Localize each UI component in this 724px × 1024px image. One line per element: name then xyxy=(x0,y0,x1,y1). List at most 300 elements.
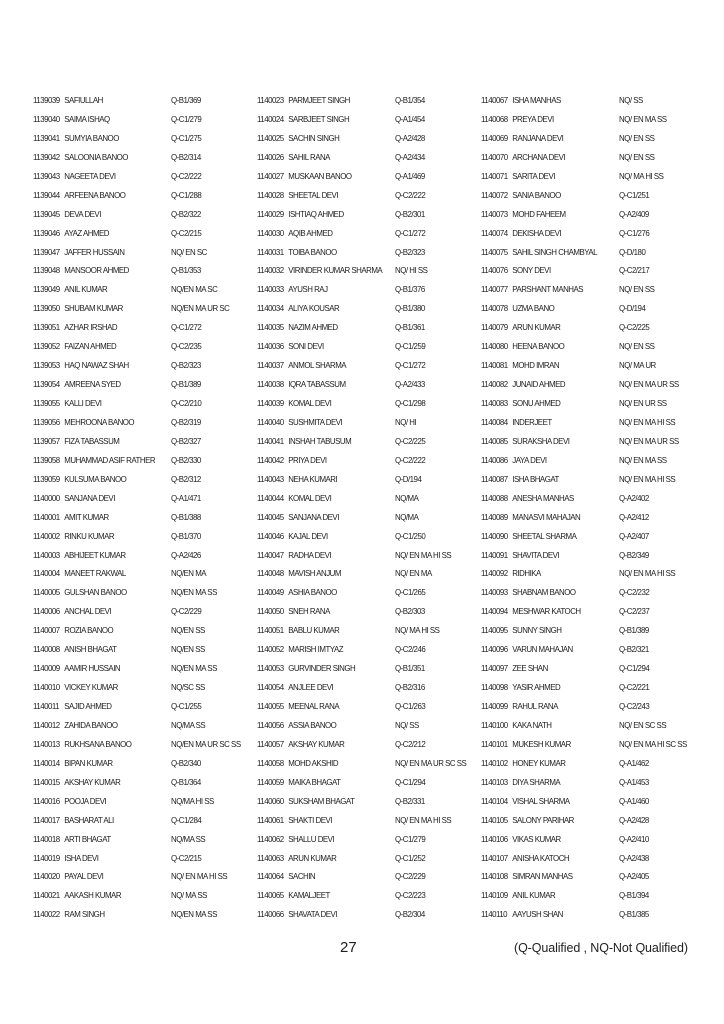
candidate-name: VISHAL SHARMA xyxy=(512,795,570,806)
result-code: Q-C2/246 xyxy=(395,644,426,655)
candidate-name: MANASVI MAHAJAN xyxy=(512,511,581,522)
roll-number: 1139053 xyxy=(33,360,60,371)
result-code: Q-D/180 xyxy=(619,246,646,257)
roll-number: 1140003 xyxy=(33,549,60,560)
roll-number: 1140092 xyxy=(481,568,508,579)
result-code: Q-C2/212 xyxy=(395,738,426,749)
candidate-name: PARMJEET SINGH xyxy=(288,95,350,105)
roll-number: 1139040 xyxy=(33,113,60,124)
result-code: Q-C2/229 xyxy=(395,871,426,882)
result-code: NQ/EN MA xyxy=(171,568,207,579)
candidate-name: MEENAL RANA xyxy=(288,701,340,711)
candidate-name: VICKEY KUMAR xyxy=(64,682,118,693)
candidate-name: SHAVITA DEVI xyxy=(512,549,560,560)
candidate-name: YASIR AHMED xyxy=(512,682,561,693)
candidate-name: KAMALJEET xyxy=(288,890,330,901)
candidate-name: NAGEETA DEVI xyxy=(64,170,116,181)
roll-number: 1140108 xyxy=(481,871,508,882)
result-code: NQ/EN MA SS xyxy=(171,587,217,598)
candidate-name: PAYAL DEVI xyxy=(64,871,104,882)
result-code: Q-C1/272 xyxy=(395,227,426,238)
candidate-name: SARBJEET SINGH xyxy=(288,113,350,124)
candidate-name: SHABNAM BANOO xyxy=(512,587,576,598)
candidate-name: RINKU KUMAR xyxy=(64,530,115,541)
candidate-name: SANJANA DEVI xyxy=(64,492,115,503)
result-code: Q-A1/471 xyxy=(171,492,201,503)
roll-number: 1140046 xyxy=(257,530,284,541)
result-code: Q-A2/405 xyxy=(619,871,649,882)
roll-number: 1140038 xyxy=(257,379,284,390)
result-code: Q-C2/222 xyxy=(395,454,426,465)
roll-number: 1140044 xyxy=(257,492,284,503)
roll-number: 1140103 xyxy=(481,776,508,787)
result-code: NQ/ MA HI SS xyxy=(619,170,664,181)
roll-number: 1139054 xyxy=(33,379,60,390)
roll-number: 1140073 xyxy=(481,208,508,219)
result-code: Q-A2/410 xyxy=(619,833,649,844)
roll-number: 1139045 xyxy=(33,208,60,219)
candidate-name: MEHROONA BANOO xyxy=(64,416,135,427)
result-code: Q-B2/340 xyxy=(171,757,201,768)
candidate-name: SHAKTI DEVI xyxy=(288,814,332,825)
result-code: Q-C1/272 xyxy=(395,360,426,371)
result-code: NQ/ EN SC SS xyxy=(619,719,667,730)
roll-number: 1140014 xyxy=(33,757,60,768)
roll-number: 1140017 xyxy=(33,814,60,825)
result-code: NQ/EN MA SC xyxy=(171,284,218,295)
result-code: Q-C2/210 xyxy=(171,398,202,408)
candidate-name: ARTI BHAGAT xyxy=(64,833,111,844)
result-code: NQ/ EN MA SS xyxy=(619,113,667,124)
roll-number: 1140087 xyxy=(481,473,508,484)
roll-number: 1140029 xyxy=(257,208,284,219)
result-code: NQ/ EN MA xyxy=(395,568,432,579)
candidate-name: JAFFER HUSSAIN xyxy=(64,246,125,257)
candidate-name: NAZIM AHMED xyxy=(288,322,338,333)
result-code: Q-C2/243 xyxy=(619,701,650,711)
result-code: Q-C1/284 xyxy=(171,814,202,825)
result-code: Q-A1/462 xyxy=(619,757,649,768)
candidate-name: DEVA DEVI xyxy=(64,208,101,219)
candidate-name: VIKAS KUMAR xyxy=(512,833,561,844)
roll-number: 1140084 xyxy=(481,416,508,427)
candidate-name: ANMOL SHARMA xyxy=(288,360,347,371)
candidate-name: SHUBAM KUMAR xyxy=(64,303,123,314)
result-code: Q-D/194 xyxy=(619,303,646,314)
result-code: NQ/EN SS xyxy=(171,625,205,636)
candidate-name: AYAZ AHMED xyxy=(64,227,110,238)
candidate-name: ANJLEE DEVI xyxy=(288,682,334,693)
candidate-name: JAYA DEVI xyxy=(512,454,547,465)
result-code: Q-C1/298 xyxy=(395,398,426,408)
roll-number: 1140042 xyxy=(257,454,284,465)
result-code: NQ/EN SS xyxy=(171,644,205,655)
result-code: Q-B1/388 xyxy=(171,511,201,522)
roll-number: 1140054 xyxy=(257,682,284,693)
candidate-name: BIPAN KUMAR xyxy=(64,757,113,768)
candidate-name: MANSOOR AHMED xyxy=(64,265,129,276)
result-code: Q-B1/364 xyxy=(171,776,201,787)
result-code: Q-B2/312 xyxy=(171,473,201,484)
result-code: NQ/ EN MA HI SS xyxy=(395,814,452,825)
roll-number: 1140005 xyxy=(33,587,60,598)
candidate-name: POOJA DEVI xyxy=(64,795,107,806)
candidate-name: PARSHANT MANHAS xyxy=(512,284,584,295)
roll-number: 1140039 xyxy=(257,398,284,408)
roll-number: 1140077 xyxy=(481,284,508,295)
candidate-name: KAJAL DEVI xyxy=(288,530,328,541)
roll-number: 1140078 xyxy=(481,303,508,314)
roll-number: 1140022 xyxy=(33,909,60,920)
candidate-name: AAYUSH SHAN xyxy=(512,909,563,920)
roll-number: 1139047 xyxy=(33,246,60,257)
candidate-name: ZAHIDA BANOO xyxy=(64,719,118,730)
result-code: Q-B1/354 xyxy=(395,95,425,105)
roll-number: 1140023 xyxy=(257,95,284,105)
roll-number: 1140045 xyxy=(257,511,284,522)
result-code: Q-B1/353 xyxy=(171,265,201,276)
result-code: Q-C1/276 xyxy=(619,227,650,238)
result-code: NQ/ EN UR SS xyxy=(619,398,667,408)
candidate-name: MOHD AKSHID xyxy=(288,757,339,768)
roll-number: 1140026 xyxy=(257,151,284,162)
candidate-name: ISHA MANHAS xyxy=(512,95,561,105)
candidate-name: RADHA DEVI xyxy=(288,549,332,560)
candidate-name: ZEE SHAN xyxy=(512,663,548,674)
roll-number: 1140067 xyxy=(481,95,508,105)
roll-number: 1139044 xyxy=(33,189,60,200)
result-code: NQ/ HI SS xyxy=(395,265,428,276)
roll-number: 1140089 xyxy=(481,511,508,522)
result-code: NQ/ MA SS xyxy=(171,890,207,901)
candidate-name: KAKA NATH xyxy=(512,719,552,730)
result-code: NQ/ EN MA HI SS xyxy=(619,568,676,579)
candidate-name: SAIMA ISHAQ xyxy=(64,113,110,124)
roll-number: 1140033 xyxy=(257,284,284,295)
result-code: Q-C1/265 xyxy=(395,587,426,598)
roll-number: 1140041 xyxy=(257,435,284,446)
result-code: NQ/EN MA UR SC xyxy=(171,303,230,314)
roll-number: 1140080 xyxy=(481,341,508,352)
roll-number: 1140060 xyxy=(257,795,284,806)
candidate-name: ANESHA MANHAS xyxy=(512,492,574,503)
result-code: Q-B2/301 xyxy=(395,208,425,219)
candidate-name: AYUSH RAJ xyxy=(288,284,328,295)
result-code: Q-B1/389 xyxy=(619,625,649,636)
result-code: Q-C2/215 xyxy=(171,852,202,863)
result-code: NQ/EN MA SS xyxy=(171,663,217,674)
candidate-name: UZMA BANO xyxy=(512,303,555,314)
result-code: Q-B1/351 xyxy=(395,663,425,674)
candidate-name: SARITA DEVI xyxy=(512,170,555,181)
candidate-name: SONY DEVI xyxy=(512,265,551,276)
candidate-name: SHALLU DEVI xyxy=(288,833,335,844)
candidate-name: SHAVATA DEVI xyxy=(288,909,337,920)
roll-number: 1140079 xyxy=(481,322,508,333)
result-code: Q-B2/322 xyxy=(171,208,201,219)
result-code: NQ/ EN SS xyxy=(619,132,655,143)
candidate-name: FAIZAN AHMED xyxy=(64,341,117,352)
roll-number: 1140093 xyxy=(481,587,508,598)
result-code: Q-B2/349 xyxy=(619,549,649,560)
candidate-name: AQIB AHMED xyxy=(288,227,333,238)
result-code: Q-B2/304 xyxy=(395,909,425,920)
candidate-name: INDERJEET xyxy=(512,416,552,427)
roll-number: 1140074 xyxy=(481,227,508,238)
roll-number: 1140096 xyxy=(481,644,508,655)
candidate-name: ISHA DEVI xyxy=(64,852,99,863)
result-code: Q-B2/303 xyxy=(395,606,425,617)
roll-number: 1140100 xyxy=(481,719,508,730)
result-code: Q-C2/237 xyxy=(619,606,650,617)
roll-number: 1140106 xyxy=(481,833,508,844)
candidate-name: ARUN KUMAR xyxy=(288,852,337,863)
candidate-name: ARFEENA BANOO xyxy=(64,189,126,200)
result-code: Q-B2/327 xyxy=(171,435,201,446)
result-code: Q-A2/428 xyxy=(619,814,649,825)
roll-number: 1140037 xyxy=(257,360,284,371)
roll-number: 1140110 xyxy=(481,909,508,920)
roll-number: 1140049 xyxy=(257,587,284,598)
candidate-name: RANJANA DEVI xyxy=(512,132,564,143)
candidate-name: SALONY PARIHAR xyxy=(512,814,574,825)
roll-number: 1139051 xyxy=(33,322,60,333)
result-code: NQ/ EN MA HI SC SS xyxy=(619,738,687,749)
roll-number: 1140090 xyxy=(481,530,508,541)
roll-number: 1140083 xyxy=(481,398,508,408)
result-code: NQ/MA xyxy=(395,511,419,522)
roll-number: 1140101 xyxy=(481,738,508,749)
roll-number: 1140057 xyxy=(257,738,284,749)
candidate-name: MAIKA BHAGAT xyxy=(288,776,341,787)
candidate-name: SAHIL SINGH CHAMBYAL xyxy=(512,246,598,257)
result-code: NQ/EN MA SS xyxy=(171,909,217,920)
result-code: NQ/EN MA UR SC SS xyxy=(171,738,241,749)
candidate-name: MESHWAR KATOCH xyxy=(512,606,581,617)
candidate-name: INSHAH TABUSUM xyxy=(288,435,352,446)
candidate-name: PREYA DEVI xyxy=(512,113,554,124)
roll-number: 1139046 xyxy=(33,227,60,238)
roll-number: 1140012 xyxy=(33,719,60,730)
roll-number: 1140051 xyxy=(257,625,284,636)
roll-number: 1139042 xyxy=(33,151,60,162)
roll-number: 1140030 xyxy=(257,227,284,238)
candidate-name: SUMYIA BANOO xyxy=(64,132,119,143)
candidate-name: MANEET RAKWAL xyxy=(64,568,126,579)
result-code: NQ/ EN SS xyxy=(619,151,655,162)
roll-number: 1140105 xyxy=(481,814,508,825)
roll-number: 1139052 xyxy=(33,341,60,352)
result-code: Q-C1/255 xyxy=(171,701,202,711)
result-code: Q-C2/221 xyxy=(619,682,650,693)
result-code: Q-A1/460 xyxy=(619,795,649,806)
candidate-name: PRIYA DEVI xyxy=(288,454,327,465)
roll-number: 1140009 xyxy=(33,663,60,674)
roll-number: 1139048 xyxy=(33,265,60,276)
roll-number: 1140021 xyxy=(33,890,60,901)
roll-number: 1140091 xyxy=(481,549,508,560)
roll-number: 1140081 xyxy=(481,360,508,371)
candidate-name: JUNAID AHMED xyxy=(512,379,566,390)
roll-number: 1140011 xyxy=(33,701,60,711)
roll-number: 1140006 xyxy=(33,606,60,617)
roll-number: 1139058 xyxy=(33,454,60,465)
roll-number: 1140088 xyxy=(481,492,508,503)
roll-number: 1140063 xyxy=(257,852,284,863)
roll-number: 1140034 xyxy=(257,303,284,314)
result-code: Q-C2/235 xyxy=(171,341,202,352)
result-code: Q-C2/229 xyxy=(171,606,202,617)
result-code: Q-A2/409 xyxy=(619,208,649,219)
candidate-name: ANCHAL DEVI xyxy=(64,606,112,617)
result-code: Q-C1/263 xyxy=(395,701,426,711)
result-code: Q-A2/428 xyxy=(395,132,425,143)
result-code: Q-A2/434 xyxy=(395,151,425,162)
result-code: Q-C1/259 xyxy=(395,341,426,352)
result-code: Q-C1/288 xyxy=(171,189,202,200)
candidate-name: IQRA TABASSUM xyxy=(288,379,346,390)
candidate-name: MUSKAAN BANOO xyxy=(288,170,352,181)
roll-number: 1140059 xyxy=(257,776,284,787)
roll-number: 1140065 xyxy=(257,890,284,901)
candidate-name: SIMRAN MANHAS xyxy=(512,871,573,882)
candidate-name: ISHTIAQ AHMED xyxy=(288,208,344,219)
candidate-name: SHEETAL SHARMA xyxy=(512,530,577,541)
result-code: NQ/SC SS xyxy=(171,682,205,693)
candidate-name: RAM SINGH xyxy=(64,909,105,920)
roll-number: 1140048 xyxy=(257,568,284,579)
result-code: Q-C1/251 xyxy=(619,189,650,200)
candidate-name: SAFIULLAH xyxy=(64,95,103,105)
candidate-name: TOIBA BANOO xyxy=(288,246,337,257)
result-code: Q-C1/279 xyxy=(171,113,202,124)
roll-number: 1139056 xyxy=(33,416,60,427)
roll-number: 1140000 xyxy=(33,492,60,503)
roll-number: 1140053 xyxy=(257,663,284,674)
roll-number: 1140062 xyxy=(257,833,284,844)
candidate-name: SANIA BANOO xyxy=(512,189,561,200)
roll-number: 1140010 xyxy=(33,682,60,693)
result-code: Q-A2/402 xyxy=(619,492,649,503)
candidate-name: ASSIA BANOO xyxy=(288,719,337,730)
result-code: NQ/MA HI SS xyxy=(171,795,214,806)
candidate-name: ASHIA BANOO xyxy=(288,587,337,598)
candidate-name: RAHUL RANA xyxy=(512,701,558,711)
roll-number: 1140002 xyxy=(33,530,60,541)
candidate-name: BASHARAT ALI xyxy=(64,814,114,825)
roll-number: 1140018 xyxy=(33,833,60,844)
candidate-name: RUKHSANA BANOO xyxy=(64,738,132,749)
roll-number: 1140040 xyxy=(257,416,284,427)
result-code: Q-C2/232 xyxy=(619,587,650,598)
result-code: NQ/ EN MA UR SS xyxy=(619,379,679,390)
candidate-name: SUSHMITA DEVI xyxy=(288,416,343,427)
roll-number: 1140097 xyxy=(481,663,508,674)
result-code: NQ/ EN MA UR SC SS xyxy=(395,757,467,768)
roll-number: 1140072 xyxy=(481,189,508,200)
candidate-name: ANIL KUMAR xyxy=(512,890,556,901)
roll-number: 1139055 xyxy=(33,398,60,408)
result-code: Q-B1/361 xyxy=(395,322,425,333)
result-code: NQ/MA SS xyxy=(171,833,206,844)
result-code: NQ/ MA UR xyxy=(619,360,656,371)
candidate-name: ARCHANA DEVI xyxy=(512,151,566,162)
roll-number: 1140007 xyxy=(33,625,60,636)
result-code: Q-B2/314 xyxy=(171,151,201,162)
result-code: Q-A2/426 xyxy=(171,549,201,560)
roll-number: 1140015 xyxy=(33,776,60,787)
roll-number: 1139039 xyxy=(33,95,60,105)
roll-number: 1140056 xyxy=(257,719,284,730)
roll-number: 1140019 xyxy=(33,852,60,863)
roll-number: 1140076 xyxy=(481,265,508,276)
candidate-name: SUNNY SINGH xyxy=(512,625,562,636)
result-code: Q-B2/323 xyxy=(171,360,201,371)
candidate-name: DIYA SHARMA xyxy=(512,776,561,787)
candidate-name: SALOONIA BANOO xyxy=(64,151,128,162)
roll-number: 1140107 xyxy=(481,852,508,863)
candidate-name: AMREENA SYED xyxy=(64,379,121,390)
candidate-name: HAQ NAWAZ SHAH xyxy=(64,360,129,371)
roll-number: 1140004 xyxy=(33,568,60,579)
roll-number: 1139049 xyxy=(33,284,60,295)
roll-number: 1140036 xyxy=(257,341,284,352)
result-code: Q-A1/454 xyxy=(395,113,425,124)
candidate-name: SACHIN xyxy=(288,871,316,882)
page-number: 27 xyxy=(340,939,357,956)
result-code: NQ/ EN SS xyxy=(619,284,655,295)
result-code: Q-B1/385 xyxy=(619,909,649,920)
roll-number: 1140095 xyxy=(481,625,508,636)
roll-number: 1140086 xyxy=(481,454,508,465)
candidate-name: HONEY KUMAR xyxy=(512,757,566,768)
candidate-name: SACHIN SINGH xyxy=(288,132,340,143)
roll-number: 1140064 xyxy=(257,871,284,882)
result-code: Q-C1/279 xyxy=(395,833,426,844)
roll-number: 1140098 xyxy=(481,682,508,693)
candidate-name: MUKESH KUMAR xyxy=(512,738,571,749)
result-code: NQ/ SS xyxy=(619,95,643,105)
result-code: Q-B2/316 xyxy=(395,682,425,693)
candidate-name: ISHA BHAGAT xyxy=(512,473,559,484)
roll-number: 1140031 xyxy=(257,246,284,257)
roll-number: 1140001 xyxy=(33,511,60,522)
result-code: NQ/ MA HI SS xyxy=(395,625,440,636)
roll-number: 1140055 xyxy=(257,701,284,711)
roll-number: 1139059 xyxy=(33,473,60,484)
roll-number: 1140104 xyxy=(481,795,508,806)
result-code: Q-C2/225 xyxy=(395,435,426,446)
result-code: Q-C1/294 xyxy=(395,776,426,787)
candidate-name: ALIYA KOUSAR xyxy=(288,303,340,314)
result-code: Q-B2/331 xyxy=(395,795,425,806)
result-code: NQ/ EN MA UR SS xyxy=(619,435,679,446)
candidate-name: VIRINDER KUMAR SHARMA xyxy=(288,265,383,276)
result-code: Q-C2/215 xyxy=(171,227,202,238)
roll-number: 1140050 xyxy=(257,606,284,617)
result-code: Q-C2/222 xyxy=(395,189,426,200)
result-code: Q-B1/380 xyxy=(395,303,425,314)
candidate-name: ANIL KUMAR xyxy=(64,284,108,295)
result-code: Q-C1/250 xyxy=(395,530,426,541)
result-code: NQ/ EN MA HI SS xyxy=(171,871,228,882)
result-code: Q-A2/438 xyxy=(619,852,649,863)
result-code: Q-B1/394 xyxy=(619,890,649,901)
candidate-name: KULSUMA BANOO xyxy=(64,473,127,484)
result-code: Q-B1/369 xyxy=(171,95,201,105)
roll-number: 1140025 xyxy=(257,132,284,143)
roll-number: 1140032 xyxy=(257,265,284,276)
